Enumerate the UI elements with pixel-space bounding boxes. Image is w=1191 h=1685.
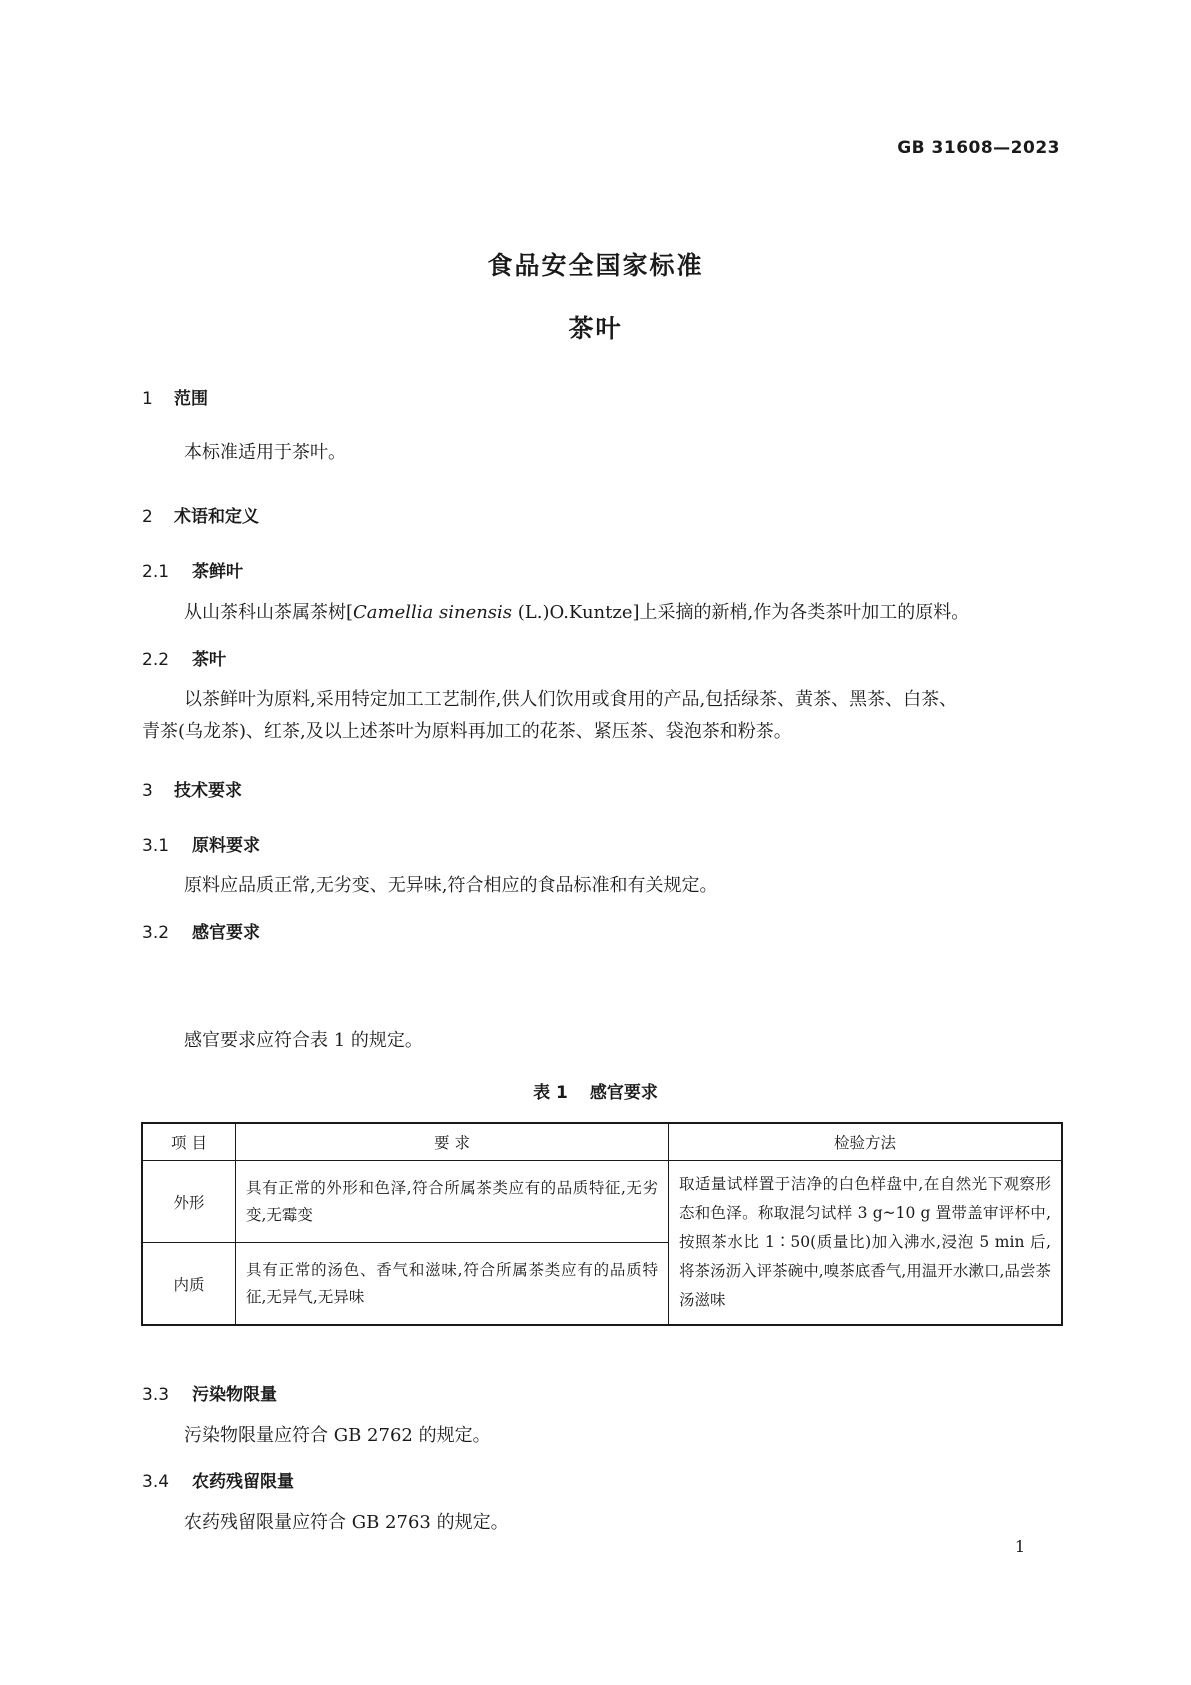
test-method-cell: 取适量试样置于洁净的白色样盘中,在自然光下观察形态和色泽。称取混匀试样 3 g~10 g 置带盖审评杯中,按照茶水比 1∶50(质量比)加入沸水,浸泡 5 min 后,将茶汤沥入评茶碗中,嗅茶底香气,用温开水漱口,品尝茶汤滋味	[669, 1161, 1063, 1326]
section-2-1-heading	[142, 557, 243, 582]
section-3-4-text: 农药残留限量应符合 GB 2763 的规定。	[184, 1512, 509, 1533]
header-method: 检验方法	[669, 1123, 1063, 1161]
table-caption	[0, 1078, 1191, 1103]
sensory-requirements-table	[141, 1122, 1063, 1326]
section-2-2-heading	[142, 645, 226, 670]
section-title: 技术要求	[174, 781, 242, 801]
row-item: 内质	[142, 1243, 236, 1326]
section-3-3-text: 污染物限量应符合 GB 2762 的规定。	[184, 1425, 491, 1446]
section-number: 3.3	[142, 1385, 170, 1405]
section-title: 术语和定义	[174, 507, 259, 527]
section-1-heading	[142, 384, 208, 409]
section-number: 3.4	[142, 1472, 170, 1492]
section-number: 2.1	[142, 562, 170, 582]
row-item: 外形	[142, 1161, 236, 1243]
definition-line-2: 青茶(乌龙茶)、红茶,及以上述茶叶为原料再加工的花茶、紧压茶、袋泡茶和粉茶。	[142, 721, 792, 742]
definition-line-1: 以茶鲜叶为原料,采用特定加工工艺制作,供人们饮用或食用的产品,包括绿茶、黄茶、黑茶、白茶、	[184, 689, 958, 710]
section-3-2-heading	[142, 918, 260, 943]
document-subtitle: 茶叶	[568, 314, 623, 343]
section-title: 感官要求	[192, 923, 260, 943]
section-2-1-text	[184, 597, 969, 629]
row-requirement: 具有正常的外形和色泽,符合所属茶类应有的品质特征,无劣变,无霉变	[236, 1161, 669, 1243]
section-3-2-text: 感官要求应符合表 1 的规定。	[184, 1030, 423, 1051]
section-2-2-text	[142, 684, 1062, 748]
section-number: 3.2	[142, 923, 170, 943]
section-3-heading	[142, 776, 242, 801]
section-title: 范围	[174, 389, 208, 409]
section-title: 茶鲜叶	[192, 562, 243, 582]
section-3-3-heading	[142, 1380, 277, 1405]
section-3-1-text: 原料应品质正常,无劣变、无异味,符合相应的食品标准和有关规定。	[184, 875, 718, 896]
section-3-4-heading	[142, 1467, 294, 1492]
header-requirement: 要 求	[236, 1123, 669, 1161]
section-number: 1	[142, 389, 153, 409]
document-title: 食品安全国家标准	[487, 251, 704, 280]
definition-text-start: 从山茶科山茶属茶树[	[184, 602, 354, 623]
table-caption-title: 感官要求	[589, 1083, 658, 1103]
section-1-text: 本标准适用于茶叶。	[184, 442, 346, 463]
definition-text-end: (L.)O.Kuntze]上采摘的新梢,作为各类茶叶加工的原料。	[512, 602, 970, 623]
section-title: 污染物限量	[192, 1385, 277, 1405]
section-title: 茶叶	[192, 650, 226, 670]
section-title: 原料要求	[192, 836, 260, 856]
page-number: 1	[1014, 1537, 1025, 1556]
section-number: 2.2	[142, 650, 170, 670]
section-number: 3.1	[142, 836, 170, 856]
header-item: 项 目	[142, 1123, 236, 1161]
section-3-1-heading	[142, 831, 260, 856]
table-header-row	[142, 1123, 1062, 1161]
standard-code: GB 31608—2023	[897, 138, 1060, 158]
table-caption-number: 表 1	[533, 1083, 568, 1103]
scientific-name: Camellia sinensis	[353, 602, 513, 623]
table-row	[142, 1161, 1062, 1243]
row-requirement: 具有正常的汤色、香气和滋味,符合所属茶类应有的品质特征,无异气,无异味	[236, 1243, 669, 1326]
section-number: 3	[142, 781, 153, 801]
section-2-heading	[142, 502, 259, 527]
section-number: 2	[142, 507, 153, 527]
section-title: 农药残留限量	[192, 1472, 294, 1492]
